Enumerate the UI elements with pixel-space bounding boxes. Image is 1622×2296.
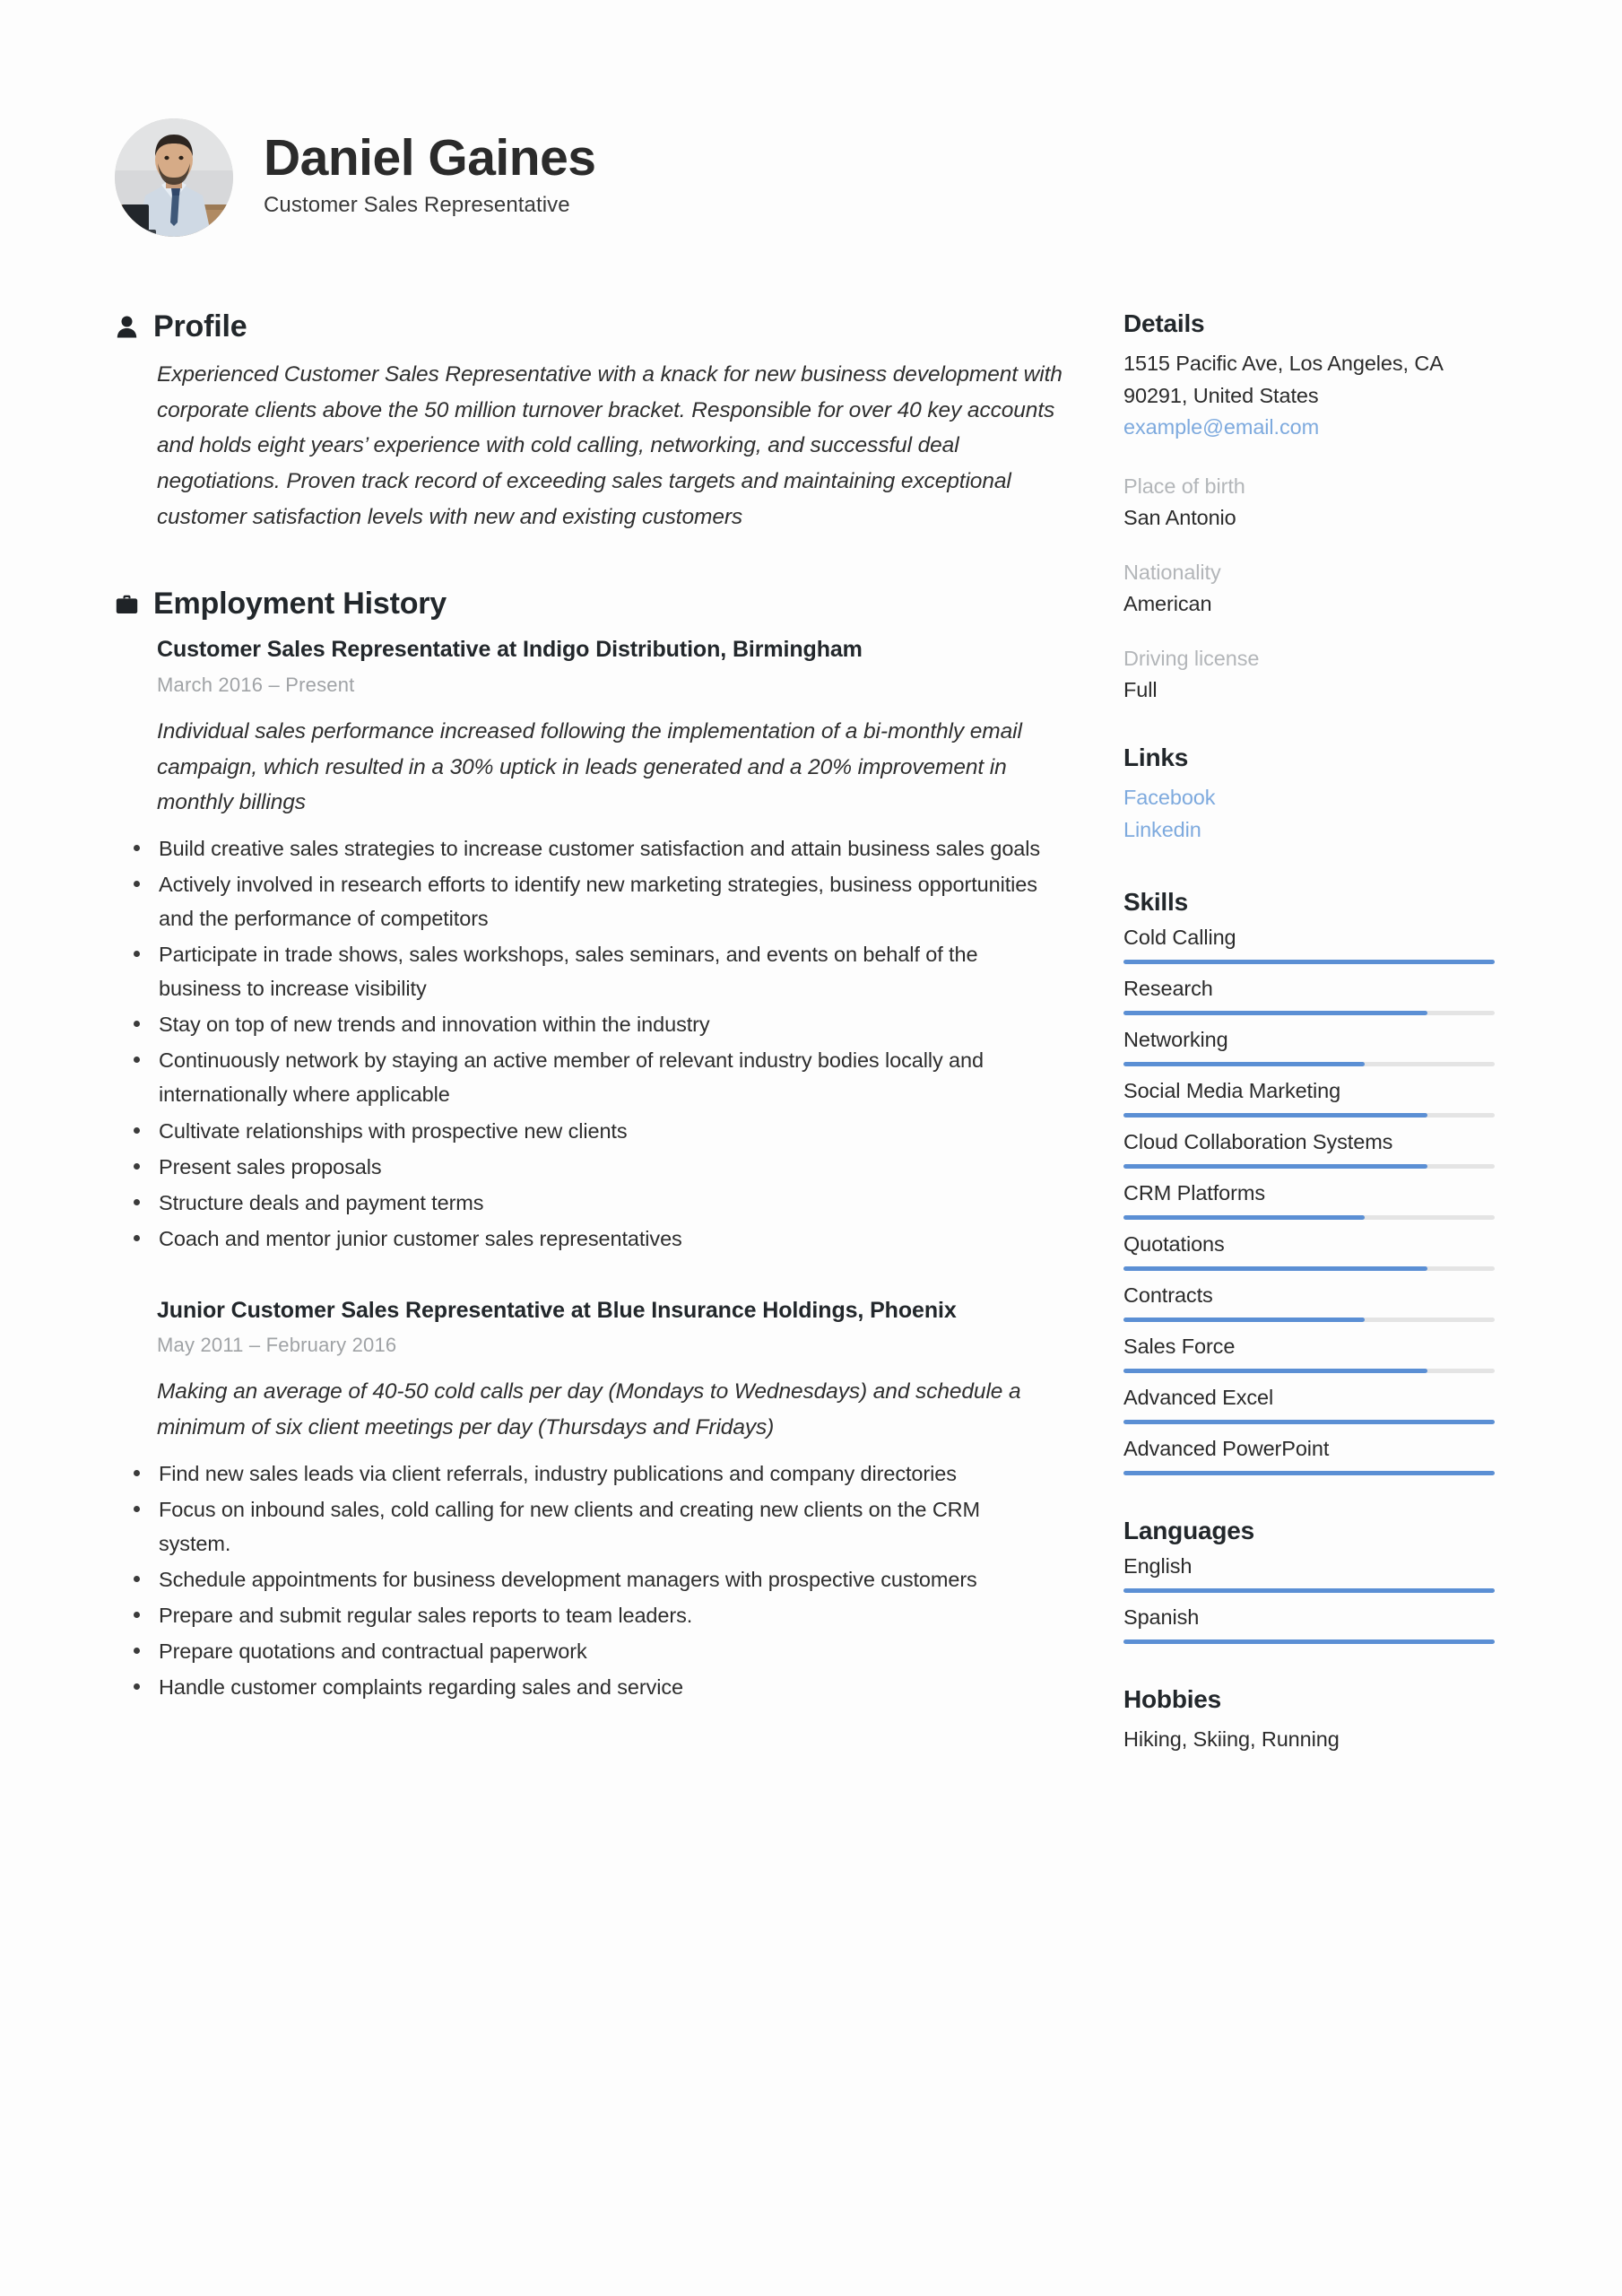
resume-header [115, 118, 596, 237]
job-bullet: Cultivate relationships with prospective new clients [157, 1114, 1054, 1148]
profile-section-header [115, 309, 1062, 344]
job-bullet: Schedule appointments for business development managers with prospective customers [157, 1562, 1054, 1596]
skill-label: Research [1123, 976, 1213, 1000]
detail-value-place-of-birth: San Antonio [1123, 506, 1236, 530]
skill-level-fill [1123, 1639, 1495, 1644]
job-bullet-list [115, 1457, 1054, 1704]
candidate-job-title: Customer Sales Representative [264, 193, 570, 218]
skill-item [1123, 1130, 1504, 1169]
skills-heading: Skills [1123, 887, 1188, 916]
detail-label-place-of-birth: Place of birth [1123, 474, 1245, 499]
skill-item [1123, 1283, 1504, 1322]
link-facebook[interactable]: Facebook [1123, 786, 1216, 810]
job-bullet: Build creative sales strategies to increase customer satisfaction and attain business sales goals [157, 831, 1054, 865]
skill-level-fill [1123, 1164, 1427, 1169]
job-bullet: Participate in trade shows, sales workshops, sales seminars, and events on behalf of the business to increase visibility [157, 937, 1054, 1005]
skill-level-bar [1123, 1420, 1495, 1424]
job-bullet: Coach and mentor junior customer sales representatives [157, 1222, 1054, 1256]
employment-entry [157, 1295, 1062, 1446]
main-column [115, 309, 1062, 1706]
skill-label: Cloud Collaboration Systems [1123, 1129, 1393, 1153]
skill-item [1123, 1335, 1504, 1373]
skill-level-bar [1123, 1639, 1495, 1644]
skill-item [1123, 977, 1504, 1015]
job-bullet-list [115, 831, 1054, 1256]
skill-level-fill [1123, 1369, 1427, 1373]
job-role: Customer Sales Representative at Indigo Distribution, Birmingham [157, 637, 863, 663]
skill-item [1123, 1605, 1504, 1644]
email-link[interactable]: example@email.com [1123, 415, 1320, 439]
skill-item [1123, 1079, 1504, 1118]
job-bullet: Structure deals and payment terms [157, 1186, 1054, 1220]
avatar [115, 118, 233, 237]
skill-item [1123, 1028, 1504, 1066]
job-bullet: Find new sales leads via client referrals, industry publications and company directories [157, 1457, 1054, 1491]
skill-item [1123, 926, 1504, 964]
employment-heading: Employment History [153, 587, 447, 622]
detail-label-nationality: Nationality [1123, 561, 1221, 585]
skill-level-bar [1123, 1369, 1495, 1373]
languages-list [1123, 1554, 1504, 1644]
skill-level-bar [1123, 1062, 1495, 1066]
details-heading: Details [1123, 309, 1205, 337]
skill-label: Quotations [1123, 1231, 1225, 1256]
skill-level-fill [1123, 1011, 1427, 1015]
job-bullet: Continuously network by staying an active member of relevant industry bodies locally and internationally where applicable [157, 1043, 1054, 1111]
skill-item [1123, 1181, 1504, 1220]
skill-level-bar [1123, 1588, 1495, 1593]
person-icon [115, 314, 138, 341]
job-bullet: Prepare and submit regular sales reports to team leaders. [157, 1598, 1054, 1632]
briefcase-icon [115, 591, 138, 618]
candidate-name: Daniel Gaines [264, 128, 596, 187]
skill-level-bar [1123, 1266, 1495, 1271]
skill-level-bar [1123, 1471, 1495, 1475]
skill-level-fill [1123, 1318, 1365, 1322]
skill-label: Spanish [1123, 1605, 1200, 1629]
hobbies-body: Hiking, Skiing, Running [1123, 1726, 1340, 1751]
skill-label: Advanced PowerPoint [1123, 1436, 1330, 1460]
skill-level-bar [1123, 1011, 1495, 1015]
skill-level-bar [1123, 1113, 1495, 1118]
languages-heading: Languages [1123, 1516, 1255, 1544]
job-bullet: Focus on inbound sales, cold calling for new clients and creating new clients on the CRM system. [157, 1492, 1054, 1561]
skill-item [1123, 1232, 1504, 1271]
skill-level-bar [1123, 960, 1495, 964]
job-bullet: Present sales proposals [157, 1150, 1054, 1184]
skills-list [1123, 926, 1504, 1475]
skill-level-fill [1123, 1113, 1427, 1118]
link-linkedin[interactable]: Linkedin [1123, 817, 1201, 841]
detail-value-nationality: American [1123, 592, 1212, 616]
skill-level-fill [1123, 1588, 1495, 1593]
skill-label: Networking [1123, 1027, 1228, 1051]
skill-level-fill [1123, 960, 1495, 964]
job-summary: Individual sales performance increased following the implementation of a bi-monthly email campaign, which resulted in a 30% uptick in leads generated and a 20% improvement in monthly billings [157, 718, 1022, 815]
job-dates: May 2011 – February 2016 [157, 1334, 397, 1357]
hobbies-heading: Hobbies [1123, 1684, 1222, 1713]
skill-level-bar [1123, 1318, 1495, 1322]
employment-section-header [115, 587, 1062, 622]
job-summary: Making an average of 40-50 cold calls per day (Mondays to Wednesdays) and schedule a minimum of six client meetings per day (Thursdays and Fridays) [157, 1379, 1021, 1439]
skill-label: Cold Calling [1123, 925, 1236, 949]
skill-label: CRM Platforms [1123, 1180, 1265, 1205]
profile-body: Experienced Customer Sales Representative with a knack for new business development with corporate clients above the 50 million turnover bracket. Responsible for over 40 key accounts and holds eight years’ experience with cold calling, networking, and successful deal negotiations. Proven track record of exceeding sales targets and maintaining exceptional customer satisfaction levels with new and existing customers [157, 362, 1063, 529]
detail-value-driving-license: Full [1123, 678, 1158, 702]
skill-level-fill [1123, 1266, 1427, 1271]
skill-item [1123, 1437, 1504, 1475]
skill-level-fill [1123, 1215, 1365, 1220]
links-heading: Links [1123, 744, 1189, 772]
skill-level-fill [1123, 1420, 1495, 1424]
job-bullet: Stay on top of new trends and innovation within the industry [157, 1007, 1054, 1041]
sidebar [1123, 309, 1504, 1755]
header-text-block [264, 128, 596, 224]
address-line-2: 90291, United States [1123, 383, 1319, 407]
detail-label-driving-license: Driving license [1123, 647, 1260, 671]
job-role: Junior Customer Sales Representative at Blue Insurance Holdings, Phoenix [157, 1297, 957, 1323]
job-bullet: Prepare quotations and contractual paperwork [157, 1634, 1054, 1668]
skill-level-fill [1123, 1471, 1495, 1475]
skill-item [1123, 1554, 1504, 1593]
skill-label: Advanced Excel [1123, 1385, 1274, 1409]
job-bullet: Actively involved in research efforts to identify new marketing strategies, business opportunities and the performance of competitors [157, 867, 1054, 935]
skill-level-bar [1123, 1164, 1495, 1169]
profile-heading: Profile [153, 309, 247, 344]
job-bullet: Handle customer complaints regarding sales and service [157, 1670, 1054, 1704]
skill-level-fill [1123, 1062, 1365, 1066]
address-line-1: 1515 Pacific Ave, Los Angeles, CA [1123, 352, 1444, 375]
skill-level-bar [1123, 1215, 1495, 1220]
skill-label: Contracts [1123, 1283, 1213, 1307]
skill-label: Social Media Marketing [1123, 1078, 1341, 1102]
skill-item [1123, 1386, 1504, 1424]
employment-entry [157, 634, 1062, 821]
skill-label: English [1123, 1553, 1193, 1578]
skill-label: Sales Force [1123, 1334, 1236, 1358]
job-dates: March 2016 – Present [157, 673, 355, 696]
